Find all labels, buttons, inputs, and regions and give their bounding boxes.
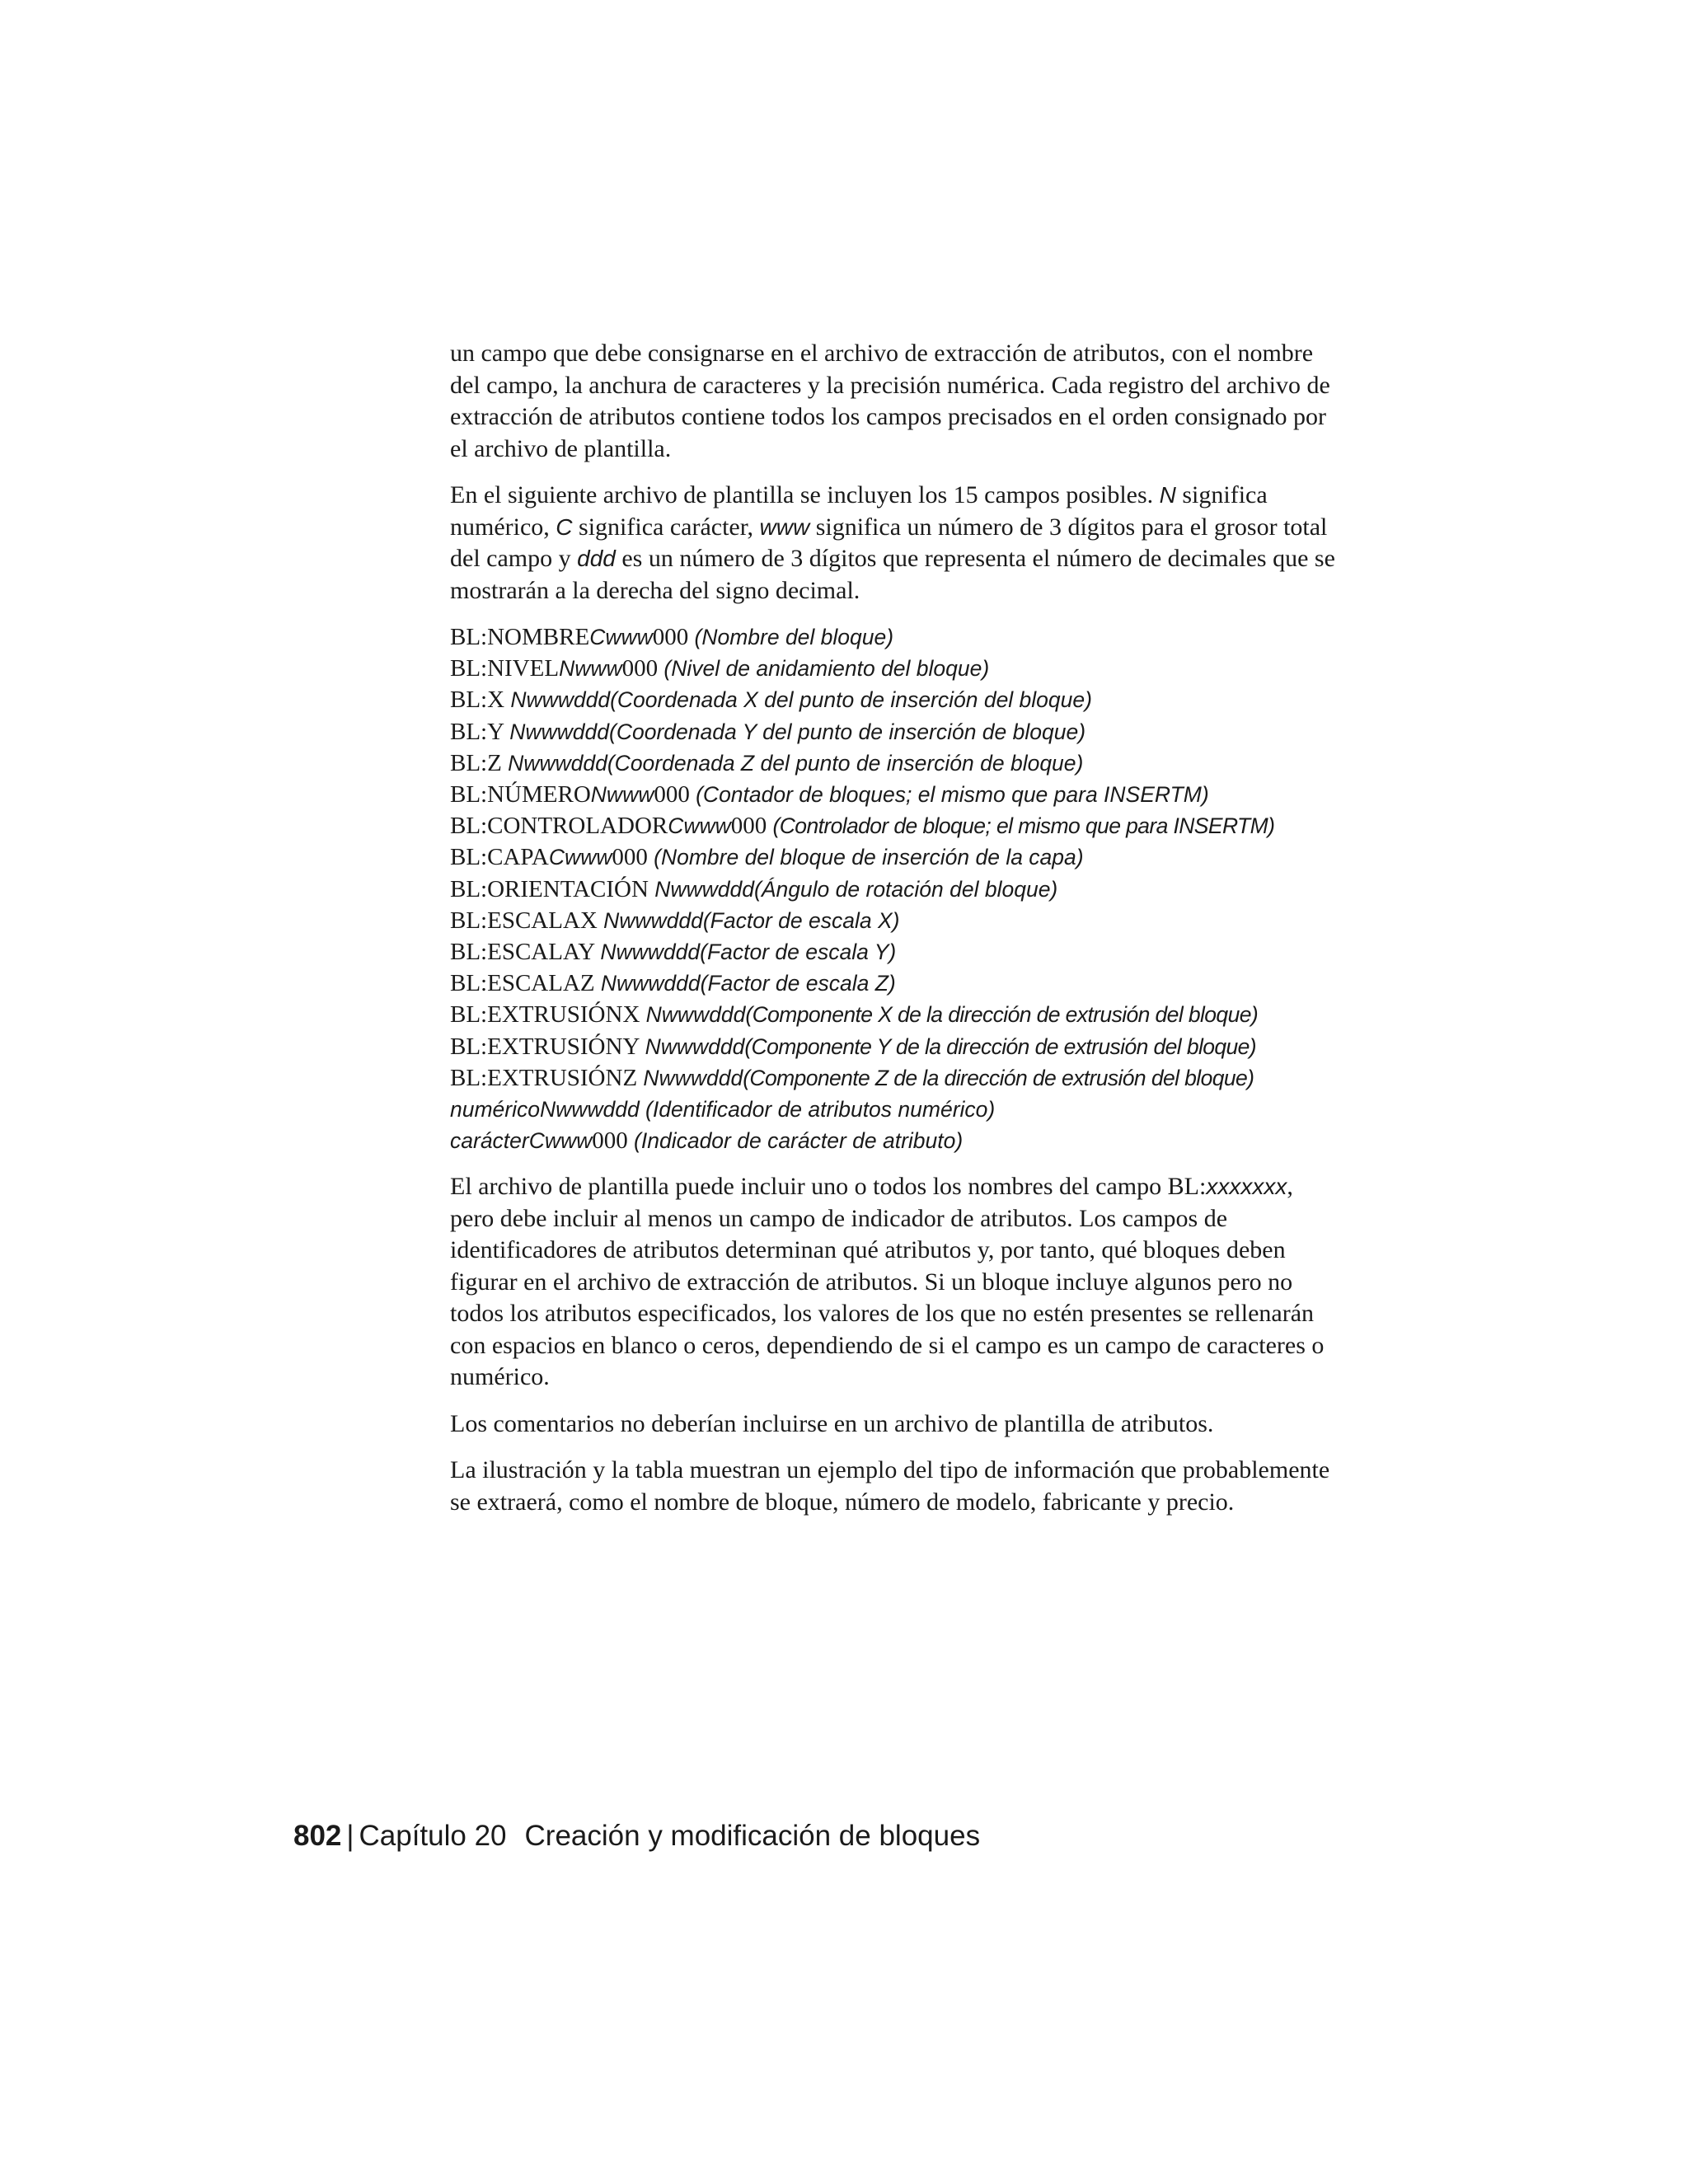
template-line-numerico: numéricoNwwwddd (Identificador de atributos numérico): [450, 1097, 996, 1122]
template-line-escalax: BL:ESCALAX Nwwwddd(Factor de escala X): [450, 907, 900, 934]
intro-text-5: es un número de 3 dígitos que representa el número de decimales que se mostrarán a la derecha del signo decimal.: [450, 545, 1335, 604]
paragraph-template-fields: [450, 1171, 1336, 1394]
intro-c-symbol: C: [556, 513, 573, 540]
paragraph-template-intro: [450, 480, 1336, 607]
fields-placeholder: xxxxxxx: [1206, 1174, 1287, 1200]
page-number: 802: [293, 1820, 342, 1852]
template-line-escalaz: BL:ESCALAZ Nwwwddd(Factor de escala Z): [450, 970, 896, 997]
template-line-capa: BL:CAPACwww000 (Nombre del bloque de inserción de la capa): [450, 844, 1084, 871]
template-line-numero: BL:NÚMERONwww000 (Contador de bloques; el mismo que para INSERTM): [450, 781, 1209, 808]
intro-n-symbol: N: [1159, 482, 1176, 508]
footer-separator: |: [346, 1820, 354, 1852]
template-line-orientacion: BL:ORIENTACIÓN Nwwwddd(Ángulo de rotación del bloque): [450, 875, 1058, 902]
page-footer: [293, 1818, 980, 1854]
intro-text-4: significa un número de 3 dígitos para el grosor total del campo y: [450, 513, 1328, 572]
intro-text-1: En el siguiente archivo de plantilla se incluyen los 15 campos posibles.: [450, 481, 1160, 509]
template-line-z: BL:Z Nwwwddd(Coordenada Z del punto de inserción de bloque): [450, 749, 1084, 776]
chapter-title: Creación y modificación de bloques: [524, 1820, 981, 1852]
template-line-extrusionx: BL:EXTRUSIÓNX Nwwwddd(Componente X de la dirección de extrusión del bloque): [450, 1001, 1259, 1029]
paragraph-field-description: un campo que debe consignarse en el archivo de extracción de atributos, con el nombre del campo, la anchura de caracteres y la precisión numérica. Cada registro del archivo de extracción de atributos contiene todos los campos precisados en el orden consignado por el archivo de plantilla.: [450, 340, 1330, 462]
template-line-x: BL:X Nwwwddd(Coordenada X del punto de inserción del bloque): [450, 687, 1092, 714]
document-body: [450, 338, 1336, 1533]
paragraph-illustration: La ilustración y la tabla muestran un ejemplo del tipo de información que probablemente se extraerá, como el nombre de bloque, número de modelo, fabricante y precio.: [450, 1456, 1330, 1516]
template-field-list: [450, 621, 1336, 1156]
intro-text-2: significa numérico,: [450, 481, 1268, 541]
intro-ddd-symbol: ddd: [577, 546, 616, 571]
chapter-label: Capítulo 20: [359, 1820, 507, 1852]
fields-text-2: , pero debe incluir al menos un campo de indicador de atributos. Los campos de identificadores de atributos determinan qué atributos y, por tanto, qué bloques deben figurar en el archivo de extracción de atributos. Si un bloque incluye algunos pero no todos los atributos especificados, los valores de los que no estén presentes se rellenarán con espacios en blanco o ceros, dependiendo de si el campo es un campo de caracteres o numérico.: [450, 1173, 1325, 1391]
fields-text-1: El archivo de plantilla puede incluir uno o todos los nombres del campo BL:: [450, 1173, 1207, 1201]
paragraph-comments: Los comentarios no deberían incluirse en un archivo de plantilla de atributos.: [450, 1409, 1214, 1437]
template-line-y: BL:Y Nwwwddd(Coordenada Y del punto de inserción de bloque): [450, 718, 1086, 745]
template-line-extrusionz: BL:EXTRUSIÓNZ Nwwwddd(Componente Z de la dirección de extrusión del bloque): [450, 1064, 1254, 1091]
template-line-controlador: BL:CONTROLADORCwww000 (Controlador de bloque; el mismo que para INSERTM): [450, 813, 1275, 840]
template-line-nombre: BL:NOMBRECwww000 (Nombre del bloque): [450, 624, 894, 650]
intro-text-3: significa carácter,: [572, 513, 760, 541]
template-line-extrusiony: BL:EXTRUSIÓNY Nwwwddd(Componente Y de la dirección de extrusión del bloque): [450, 1033, 1257, 1060]
template-line-escalay: BL:ESCALAY Nwwwddd(Factor de escala Y): [450, 939, 897, 966]
template-line-nivel: BL:NIVELNwww000 (Nivel de anidamiento del bloque): [450, 655, 990, 682]
template-line-caracter: carácterCwww000 (Indicador de carácter de atributo): [450, 1127, 964, 1155]
intro-www-symbol: www: [759, 513, 810, 540]
